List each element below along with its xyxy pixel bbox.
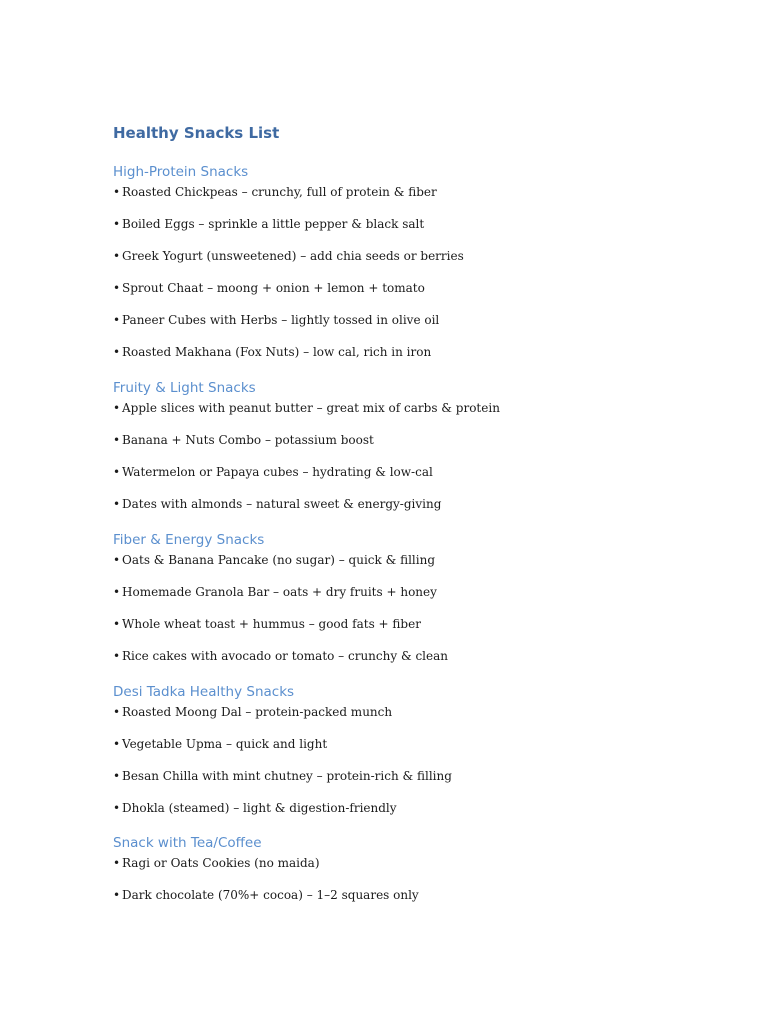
bullet-icon: • bbox=[113, 769, 121, 783]
list-item bbox=[113, 495, 733, 527]
bullet-icon: • bbox=[113, 217, 121, 231]
bullet-icon: • bbox=[113, 856, 121, 870]
list-item-text: Ragi or Oats Cookies (no maida) bbox=[122, 856, 320, 870]
section-heading: Snack with Tea/Coffee bbox=[113, 835, 262, 851]
section-tea-coffee bbox=[113, 832, 733, 918]
list-item-text: Rice cakes with avocado or tomato – crunchy & clean bbox=[122, 649, 448, 663]
list-item-text: Watermelon or Papaya cubes – hydrating & low-cal bbox=[122, 465, 433, 479]
list-item-text: Dates with almonds – natural sweet & energy-giving bbox=[122, 497, 442, 511]
list-item-text: Roasted Chickpeas – crunchy, full of protein & fiber bbox=[122, 185, 437, 199]
section-desi-tadka bbox=[113, 681, 733, 831]
bullet-icon: • bbox=[113, 249, 121, 263]
list-item bbox=[113, 463, 733, 495]
list-item-text: Banana + Nuts Combo – potassium boost bbox=[122, 433, 374, 447]
bullet-icon: • bbox=[113, 737, 121, 751]
list-item-text: Dark chocolate (70%+ cocoa) – 1–2 squares only bbox=[122, 888, 419, 902]
list-item bbox=[113, 279, 733, 311]
list-item-text: Dhokla (steamed) – light & digestion-friendly bbox=[122, 801, 397, 815]
bullet-icon: • bbox=[113, 617, 121, 631]
list-item-text: Boiled Eggs – sprinkle a little pepper & black salt bbox=[122, 217, 425, 231]
snack-list bbox=[113, 703, 733, 831]
list-item bbox=[113, 551, 733, 583]
section-heading: Fruity & Light Snacks bbox=[113, 380, 256, 396]
bullet-icon: • bbox=[113, 649, 121, 663]
section-heading: Desi Tadka Healthy Snacks bbox=[113, 684, 295, 700]
list-item bbox=[113, 767, 733, 799]
list-item-text: Roasted Makhana (Fox Nuts) – low cal, rich in iron bbox=[122, 345, 432, 359]
list-item-text: Paneer Cubes with Herbs – lightly tossed in olive oil bbox=[122, 313, 440, 327]
list-item bbox=[113, 854, 733, 886]
list-item bbox=[113, 431, 733, 463]
bullet-icon: • bbox=[113, 401, 121, 415]
list-item bbox=[113, 399, 733, 431]
bullet-icon: • bbox=[113, 433, 121, 447]
bullet-icon: • bbox=[113, 185, 121, 199]
section-heading: Fiber & Energy Snacks bbox=[113, 532, 265, 548]
bullet-icon: • bbox=[113, 313, 121, 327]
list-item bbox=[113, 735, 733, 767]
list-item bbox=[113, 647, 733, 679]
bullet-icon: • bbox=[113, 585, 121, 599]
list-item bbox=[113, 799, 733, 831]
list-item-text: Oats & Banana Pancake (no sugar) – quick & filling bbox=[122, 553, 436, 567]
list-item-text: Vegetable Upma – quick and light bbox=[122, 737, 328, 751]
list-item-text: Homemade Granola Bar – oats + dry fruits + honey bbox=[122, 585, 437, 599]
bullet-icon: • bbox=[113, 497, 121, 511]
list-item bbox=[113, 343, 733, 375]
snack-list bbox=[113, 551, 733, 679]
snack-list bbox=[113, 854, 733, 918]
list-item-text: Whole wheat toast + hummus – good fats + fiber bbox=[122, 617, 421, 631]
section-high-protein bbox=[113, 161, 733, 375]
snack-list bbox=[113, 399, 733, 527]
list-item bbox=[113, 183, 733, 215]
snack-list bbox=[113, 183, 733, 375]
list-item bbox=[113, 703, 733, 735]
list-item bbox=[113, 215, 733, 247]
section-heading: High-Protein Snacks bbox=[113, 164, 249, 180]
section-fiber-energy bbox=[113, 529, 733, 679]
document-title: Healthy Snacks List bbox=[113, 124, 280, 142]
bullet-icon: • bbox=[113, 553, 121, 567]
bullet-icon: • bbox=[113, 705, 121, 719]
list-item-text: Sprout Chaat – moong + onion + lemon + tomato bbox=[122, 281, 425, 295]
bullet-icon: • bbox=[113, 345, 121, 359]
list-item bbox=[113, 311, 733, 343]
bullet-icon: • bbox=[113, 888, 121, 902]
list-item bbox=[113, 886, 733, 918]
bullet-icon: • bbox=[113, 801, 121, 815]
list-item bbox=[113, 247, 733, 279]
list-item-text: Besan Chilla with mint chutney – protein-rich & filling bbox=[122, 769, 452, 783]
list-item-text: Apple slices with peanut butter – great mix of carbs & protein bbox=[122, 401, 500, 415]
list-item bbox=[113, 583, 733, 615]
list-item-text: Roasted Moong Dal – protein-packed munch bbox=[122, 705, 393, 719]
list-item bbox=[113, 615, 733, 647]
section-fruity-light bbox=[113, 377, 733, 527]
bullet-icon: • bbox=[113, 281, 121, 295]
list-item-text: Greek Yogurt (unsweetened) – add chia seeds or berries bbox=[122, 249, 464, 263]
bullet-icon: • bbox=[113, 465, 121, 479]
